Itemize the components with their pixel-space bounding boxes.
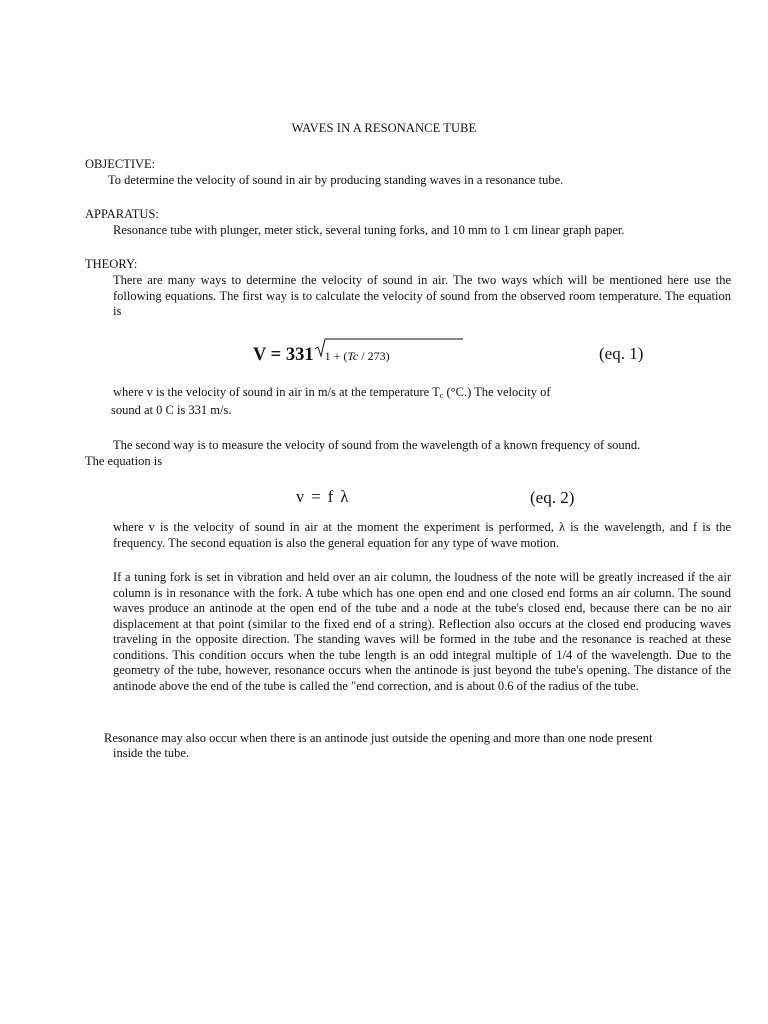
equation-2: v = f λ (296, 487, 349, 506)
equation-1-label: (eq. 1) (599, 344, 644, 363)
page-title: WAVES IN A RESONANCE TUBE (291, 121, 477, 135)
equation-1-explanation-line-2: sound at 0 C is 331 m/s. (111, 403, 232, 417)
apparatus-heading: APPARATUS: (85, 207, 159, 221)
objective-text: To determine the velocity of sound in air by producing standing waves in a resonance tube. (108, 173, 564, 187)
equation-2-explanation: where v is the velocity of sound in air at the moment the experiment is performed, λ is the wavelength, and f is the frequency. The second equation is also the general equation for any type of wave motion. (113, 520, 731, 550)
resonance-paragraph-line-2: inside the tube. (113, 746, 190, 760)
apparatus-text: Resonance tube with plunger, meter stick, several tuning forks, and 10 mm to 1 cm linear graph paper. (113, 223, 625, 237)
theory-heading: THEORY: (85, 257, 138, 271)
second-way-line-2: The equation is (85, 454, 163, 468)
resonance-paragraph-line-1: Resonance may also occur when there is an antinode just outside the opening and more than one node present (104, 731, 653, 745)
theory-intro-paragraph: There are many ways to determine the velocity of sound in air. The two ways which will be mentioned here use the following equations. The first way is to calculate the velocity of sound from the observed room temperature. The equation is (113, 273, 731, 318)
second-way-line-1: The second way is to measure the velocity of sound from the wavelength of a known frequency of sound. (113, 438, 641, 452)
tuning-fork-paragraph: If a tuning fork is set in vibration and held over an air column, the loudness of the note will be greatly increased if the air column is in resonance with the fork. A tube which has one open end and one closed end forms an air column. The sound waves produce an antinode at the open end of the tube and a node at the tube's closed end, because there can be no air displacement at that point (similar to the fixed end of a string). Reflection also occurs at the closed end producing waves traveling in the opposite direction. The standing waves will be formed in the tube and the resonance is reached at these conditions. This condition occurs when the tube length is an odd integral multiple of 1/4 of the wavelength. Due to the geometry of the tube, however, resonance occurs when the antinode is just beyond the tube's opening. The distance of the antinode above the end of the tube is called the "end correction, and is about 0.6 of the radius of the tube. (113, 570, 731, 693)
equation-2-label: (eq. 2) (530, 488, 575, 507)
equation-1-radicand: 1 + (Tc / 273) (324, 349, 390, 363)
radical-sign-icon (315, 338, 465, 358)
equation-1-lhs: V = 331 (253, 345, 314, 365)
objective-heading: OBJECTIVE: (85, 157, 156, 171)
equation-1-explanation-line-1: where v is the velocity of sound in air in m/s at the temperature $T_c$ (°C.) The velocity of (113, 385, 551, 400)
square-root (315, 344, 390, 368)
equation-1 (253, 342, 390, 368)
